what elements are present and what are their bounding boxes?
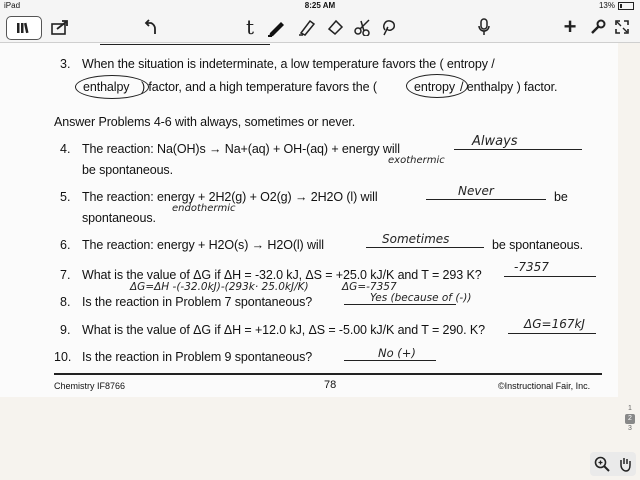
problem-7-answer-line (504, 276, 596, 277)
problem-5-number: 5. (60, 190, 71, 204)
page-1[interactable]: 1 (628, 405, 632, 412)
footer-page-number: 78 (324, 379, 337, 391)
problem-3-entropy: entropy (414, 80, 455, 94)
problem-10-line1: Is the reaction in Problem 9 spontaneous? (82, 350, 313, 364)
previous-answer-line (100, 44, 270, 45)
problem-8-answer: Yes (because of (-)) (370, 292, 472, 304)
settings-button[interactable] (588, 15, 608, 39)
problem-4-answer-line (454, 149, 582, 150)
lasso-tool-button[interactable] (378, 15, 400, 39)
highlighter-tool-button[interactable] (296, 15, 318, 39)
battery-percent: 13% (598, 1, 615, 10)
problem-6-answer-line (366, 247, 484, 248)
problem-10-answer-line (344, 360, 436, 361)
problem-6-line1: The reaction: energy + H2O(s) → H2O(l) will (82, 238, 324, 252)
add-icon: + (563, 14, 577, 39)
page-2[interactable]: 2 (625, 414, 635, 424)
clock: 8:25 AM (304, 1, 336, 10)
settings-icon (590, 19, 606, 35)
instruction-text: Answer Problems 4-6 with always, sometimes or never. (54, 115, 356, 129)
page-3[interactable]: 3 (628, 425, 632, 432)
problem-9-line1: What is the value of ΔG if ΔH = +12.0 kJ, ΔS = -5.00 kJ/K and T = 290. K? (82, 323, 485, 337)
problem-6-answer: Sometimes (382, 232, 450, 246)
microphone-icon (478, 18, 490, 36)
problem-4-line1: The reaction: Na(OH)s → Na+(aq) + OH-(aq) + energy will (82, 142, 400, 156)
problem-5-answer: Never (458, 184, 494, 198)
problem-8-line1: Is the reaction in Problem 7 spontaneous? (82, 295, 313, 309)
problem-10-number: 10. (54, 350, 72, 364)
status-bar (0, 0, 640, 12)
problem-9-number: 9. (60, 323, 71, 337)
problem-4-number: 4. (60, 142, 71, 156)
text-tool-button[interactable] (240, 15, 260, 39)
footer-rule (54, 373, 602, 375)
problem-4-line2: be spontaneous. (82, 163, 173, 177)
highlighter-icon (298, 18, 316, 36)
share-button[interactable] (48, 15, 72, 39)
footer-right: ©Instructional Fair, Inc. (498, 381, 591, 391)
eraser-icon (326, 18, 344, 36)
fullscreen-button[interactable] (612, 15, 632, 39)
problem-5-note: endothermic (172, 203, 236, 214)
problem-6-number: 6. (60, 238, 71, 252)
problem-8-answer-line (344, 304, 456, 305)
problem-3-enthalpy: enthalpy (83, 80, 130, 94)
document-page[interactable] (0, 43, 618, 397)
library-button[interactable] (6, 16, 42, 40)
problem-9-answer: ΔG=167kJ (524, 317, 585, 331)
problem-3-line2-end: / enthalpy ) factor. (460, 80, 558, 94)
microphone-button[interactable] (474, 15, 494, 39)
pen-tool-button[interactable] (264, 15, 288, 39)
toolbar (0, 12, 640, 43)
problem-7-answer: -7357 (514, 260, 549, 274)
problem-7-number: 7. (60, 268, 71, 282)
footer-left: Chemistry IF8766 (54, 381, 126, 391)
view-controls (590, 452, 636, 476)
battery-indicator (599, 1, 634, 10)
eraser-tool-button[interactable] (324, 15, 346, 39)
problem-10-answer: No (+) (378, 346, 416, 360)
share-icon (51, 19, 69, 35)
problem-5-line1: The reaction: energy + 2H2(g) + O2(g) → 2H2O (l) will (82, 190, 378, 204)
battery-icon (618, 2, 634, 10)
problem-3-line2-middle: ) factor, and a high temperature favors the ( (141, 80, 377, 94)
problem-8-number: 8. (60, 295, 71, 309)
problem-7-work-result: ΔG=-7357 (342, 281, 397, 293)
pan-hand-icon[interactable] (618, 456, 632, 472)
page-indicator[interactable] (625, 404, 635, 434)
scissors-icon (354, 18, 372, 36)
fullscreen-icon (614, 19, 630, 35)
zoom-icon[interactable] (594, 456, 610, 472)
library-icon (15, 22, 33, 34)
problem-3-number: 3. (60, 57, 71, 71)
text-icon: t (245, 15, 255, 39)
add-button[interactable] (560, 15, 580, 39)
problem-7-line1: What is the value of ΔG if ΔH = -32.0 kJ, ΔS = +25.0 kJ/K and T = 293 K? (82, 268, 482, 282)
problem-9-answer-line (508, 333, 596, 334)
problem-5-line1-end: be (554, 190, 568, 204)
problem-7-work: ΔG=ΔH -(-32.0kJ)-(293k· 25.0kJ/K) (130, 281, 309, 293)
problem-4-note: exothermic (388, 155, 445, 166)
problem-5-answer-line (426, 199, 546, 200)
lasso-icon (380, 18, 398, 36)
problem-6-line1-end: be spontaneous. (492, 238, 583, 252)
undo-button[interactable] (140, 15, 162, 39)
undo-icon (143, 19, 159, 35)
problem-3-line1: When the situation is indeterminate, a low temperature favors the ( entropy / (82, 57, 495, 71)
problem-4-answer: Always (472, 134, 518, 149)
carrier-label: iPad (4, 1, 21, 10)
scissors-tool-button[interactable] (352, 15, 374, 39)
pen-icon (266, 17, 286, 37)
problem-5-line2: spontaneous. (82, 211, 156, 225)
